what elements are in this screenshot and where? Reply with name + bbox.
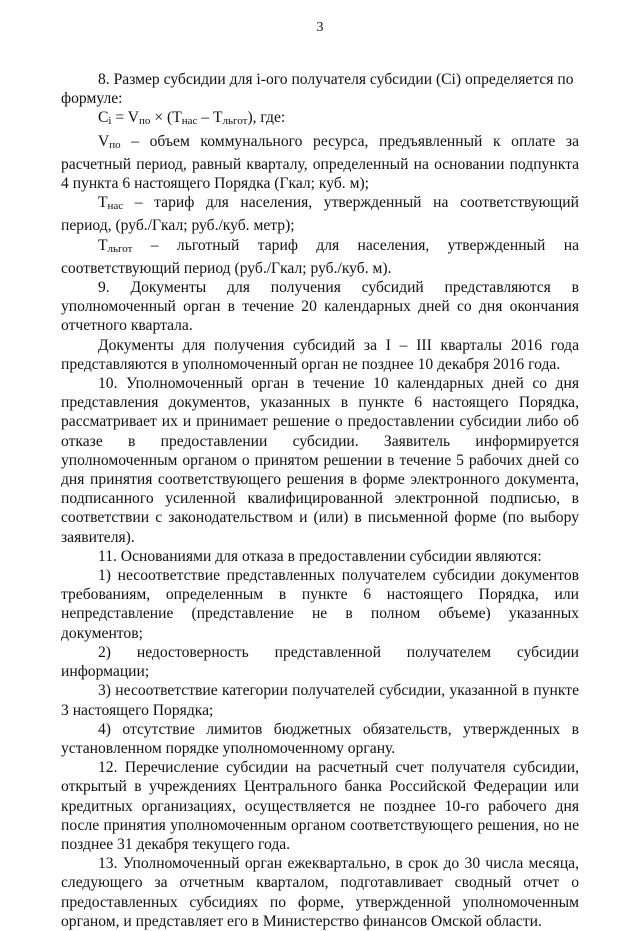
definition-t-nas <box>61 193 579 235</box>
formula-minus: – Т <box>197 109 223 127</box>
definition-t-lgot-text: – льготный тариф для населения, утвержденный на соответствующий период (руб./Гкал; руб./куб. м). <box>61 236 579 277</box>
paragraph-11: 11. Основаниями для отказа в предоставлении субсидии являются: <box>98 547 542 565</box>
subsidy-formula <box>61 108 579 131</box>
definition-v-text: – объем коммунального ресурса, предъявленный к оплате за расчетный период, равный кварталу, определенный на основании подпункта 4 пункта 6 настоящего Порядка (Гкал; куб. м); <box>61 132 579 193</box>
paragraph-9: 9. Документы для получения субсидий представляются в уполномоченный орган в течение 20 календарных дней со дня окончания отчетного квартала. <box>61 279 579 335</box>
paragraph-8-line2: формуле: <box>61 90 123 108</box>
formula-c-sub: i <box>108 115 112 128</box>
definition-t-nas-text: – тариф для населения, утвержденный на соответствующий период, (руб./Гкал; руб./куб. метр); <box>61 194 579 235</box>
paragraph-9-deadline: Документы для получения субсидий за I – III кварталы 2016 года представляются в уполномоченный орган не позднее 10 декабря 2016 года. <box>61 336 579 373</box>
definition-t-nas-sub: нас <box>107 200 124 213</box>
document-body <box>61 70 579 931</box>
paragraph-11-item-4: 4) отсутствие лимитов бюджетных обязательств, утвержденных в установленном порядке уполномоченному органу. <box>61 720 579 757</box>
formula-t2-sub: льгот <box>222 115 248 128</box>
formula-t1-sub: нас <box>181 115 198 128</box>
formula-times: × (Т <box>150 109 182 127</box>
paragraph-11-item-2: 2) недостоверность представленной получателем субсидии информации; <box>61 643 579 681</box>
definition-v-symbol: V <box>98 132 110 150</box>
definition-t-lgot-sub: льгот <box>107 242 133 255</box>
paragraph-13: 13. Уполномоченный орган ежеквартально, в срок до 30 числа месяца, следующего за отчетным кварталом, подготавливает сводный отчет о предоставленных субсидиях по форме, утвержденной уполномоченным органом, и представляет его в Министерство финансов Омской области. <box>61 855 579 930</box>
paragraph-11-item-3: 3) несоответствие категории получателей субсидии, указанной в пункте 3 настоящего Порядка; <box>61 682 579 719</box>
paragraph-12: 12. Перечисление субсидии на расчетный счет получателя субсидии, открытый в учреждениях Центрального банка Российской Федерации или кредитных организациях, осуществляется не позднее 10-го рабочего дня после принятия уполномоченным органом соответствующего решения, но не позднее 31 декабря текущего года. <box>61 759 579 853</box>
definition-v-sub: по <box>109 138 121 151</box>
paragraph-11-item-1: 1) несоответствие представленных получателем субсидии документов требованиям, определенным в пункте 6 настоящего Порядка, или непредставление (представление не в полном объеме) указанных документов; <box>61 567 579 642</box>
formula-tail: ), где: <box>247 109 286 127</box>
definition-t-lgot <box>61 236 579 278</box>
paragraph-10: 10. Уполномоченный орган в течение 10 календарных дней со дня представления документов, указанных в пункте 6 настоящего Порядка, рассматривает их и принимает решение о предоставлении субсидии либо об отказе в предоставлении субсидии. Заявитель информируется уполномоченным органом о принятом решении в течение 5 рабочих дней со дня принятия соответствующего решения в форме электронного документа, подписанного усиленной квалифицированной электронной подписью, в соответствии с законодательством и (или) в письменной форме (по выбору заявителя). <box>61 375 579 546</box>
formula-v-sub: по <box>139 115 151 128</box>
page-number: 3 <box>316 20 324 35</box>
formula-c: C <box>98 109 109 127</box>
definition-v <box>61 132 579 194</box>
definition-t-nas-symbol: Т <box>98 194 108 212</box>
paragraph-8-line1: 8. Размер субсидии для i-ого получателя субсидии (Ci) определяется по <box>98 71 574 88</box>
formula-eq: = V <box>111 109 140 127</box>
definition-t-lgot-symbol: Т <box>98 236 108 254</box>
paragraph-8 <box>61 70 579 89</box>
